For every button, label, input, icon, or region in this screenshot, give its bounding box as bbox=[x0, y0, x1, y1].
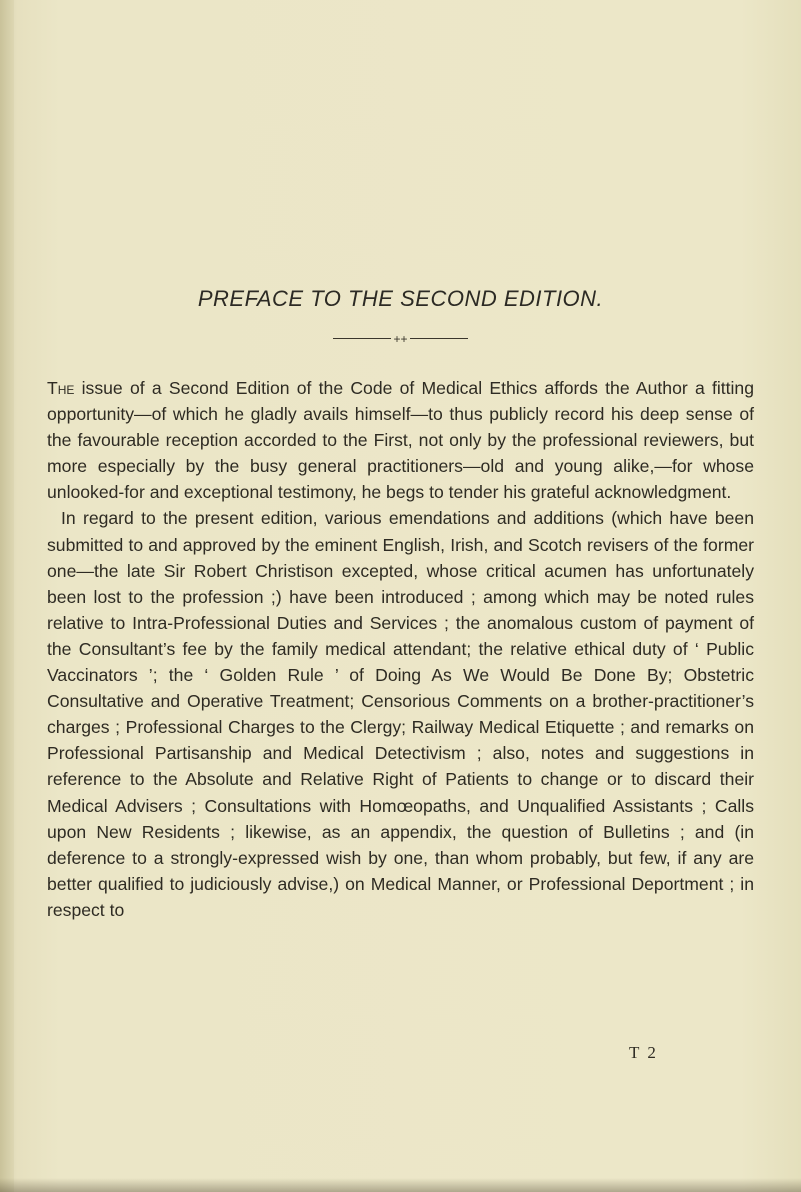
divider-rule-left bbox=[333, 338, 391, 339]
page-bottom-edge bbox=[0, 1178, 801, 1192]
paragraph-1-lead: The bbox=[47, 378, 75, 398]
page-gutter bbox=[0, 0, 14, 1192]
preface-body bbox=[47, 375, 754, 923]
paragraph-1 bbox=[47, 375, 754, 505]
ornament-divider bbox=[0, 331, 801, 346]
divider-rule-right bbox=[410, 338, 468, 339]
divider-mark: ++ bbox=[393, 331, 408, 346]
paragraph-1-text: issue of a Second Edition of the Code of Medical Ethics affords the Author a fitting opportunity—of which he gladly avails himself—to thus publicly record his deep sense of the favourable reception accorded to the First, not only by the professional reviewers, but more especially by the busy general practitioners—old and young alike,—for whose unlooked-for and exceptional testimony, he begs to tender his grateful acknowledgment. bbox=[47, 378, 754, 503]
paragraph-2: In regard to the present edition, various emendations and additions (which have been submitted to and approved by the eminent English, Irish, and Scotch revisers of the former one—the late Sir Robert Christison excepted, whose critical acumen has unfortunately been lost to the profession ;) have been introduced ; among which may be noted rules relative to Intra-Professional Duties and Services ; the anomalous custom of payment of the Consultant’s fee by the family medical attendant; the relative ethical duty of ‘ Public Vaccinators ’; the ‘ Golden Rule ’ of Doing As We Would Be Done By; Obstetric Consultative and Operative Treatment; Censorious Comments on a brother-practitioner’s charges ; Professional Charges to the Clergy; Railway Medical Etiquette ; and remarks on Professional Partisanship and Medical Detectivism ; also, notes and suggestions in reference to the Absolute and Relative Right of Patients to change or to discard their Medical Advisers ; Consultations with Homœopaths, and Unqualified Assistants ; Calls upon New Residents ; likewise, as an appendix, the question of Bulletins ; and (in deference to a strongly-expressed wish by one, than whom probably, but few, if any are better qualified to judiciously advise,) on Medical Manner, or Professional Deportment ; in respect to bbox=[47, 508, 754, 920]
preface-heading: PREFACE TO THE SECOND EDITION. bbox=[197, 286, 604, 311]
signature-mark: T 2 bbox=[629, 1043, 658, 1062]
